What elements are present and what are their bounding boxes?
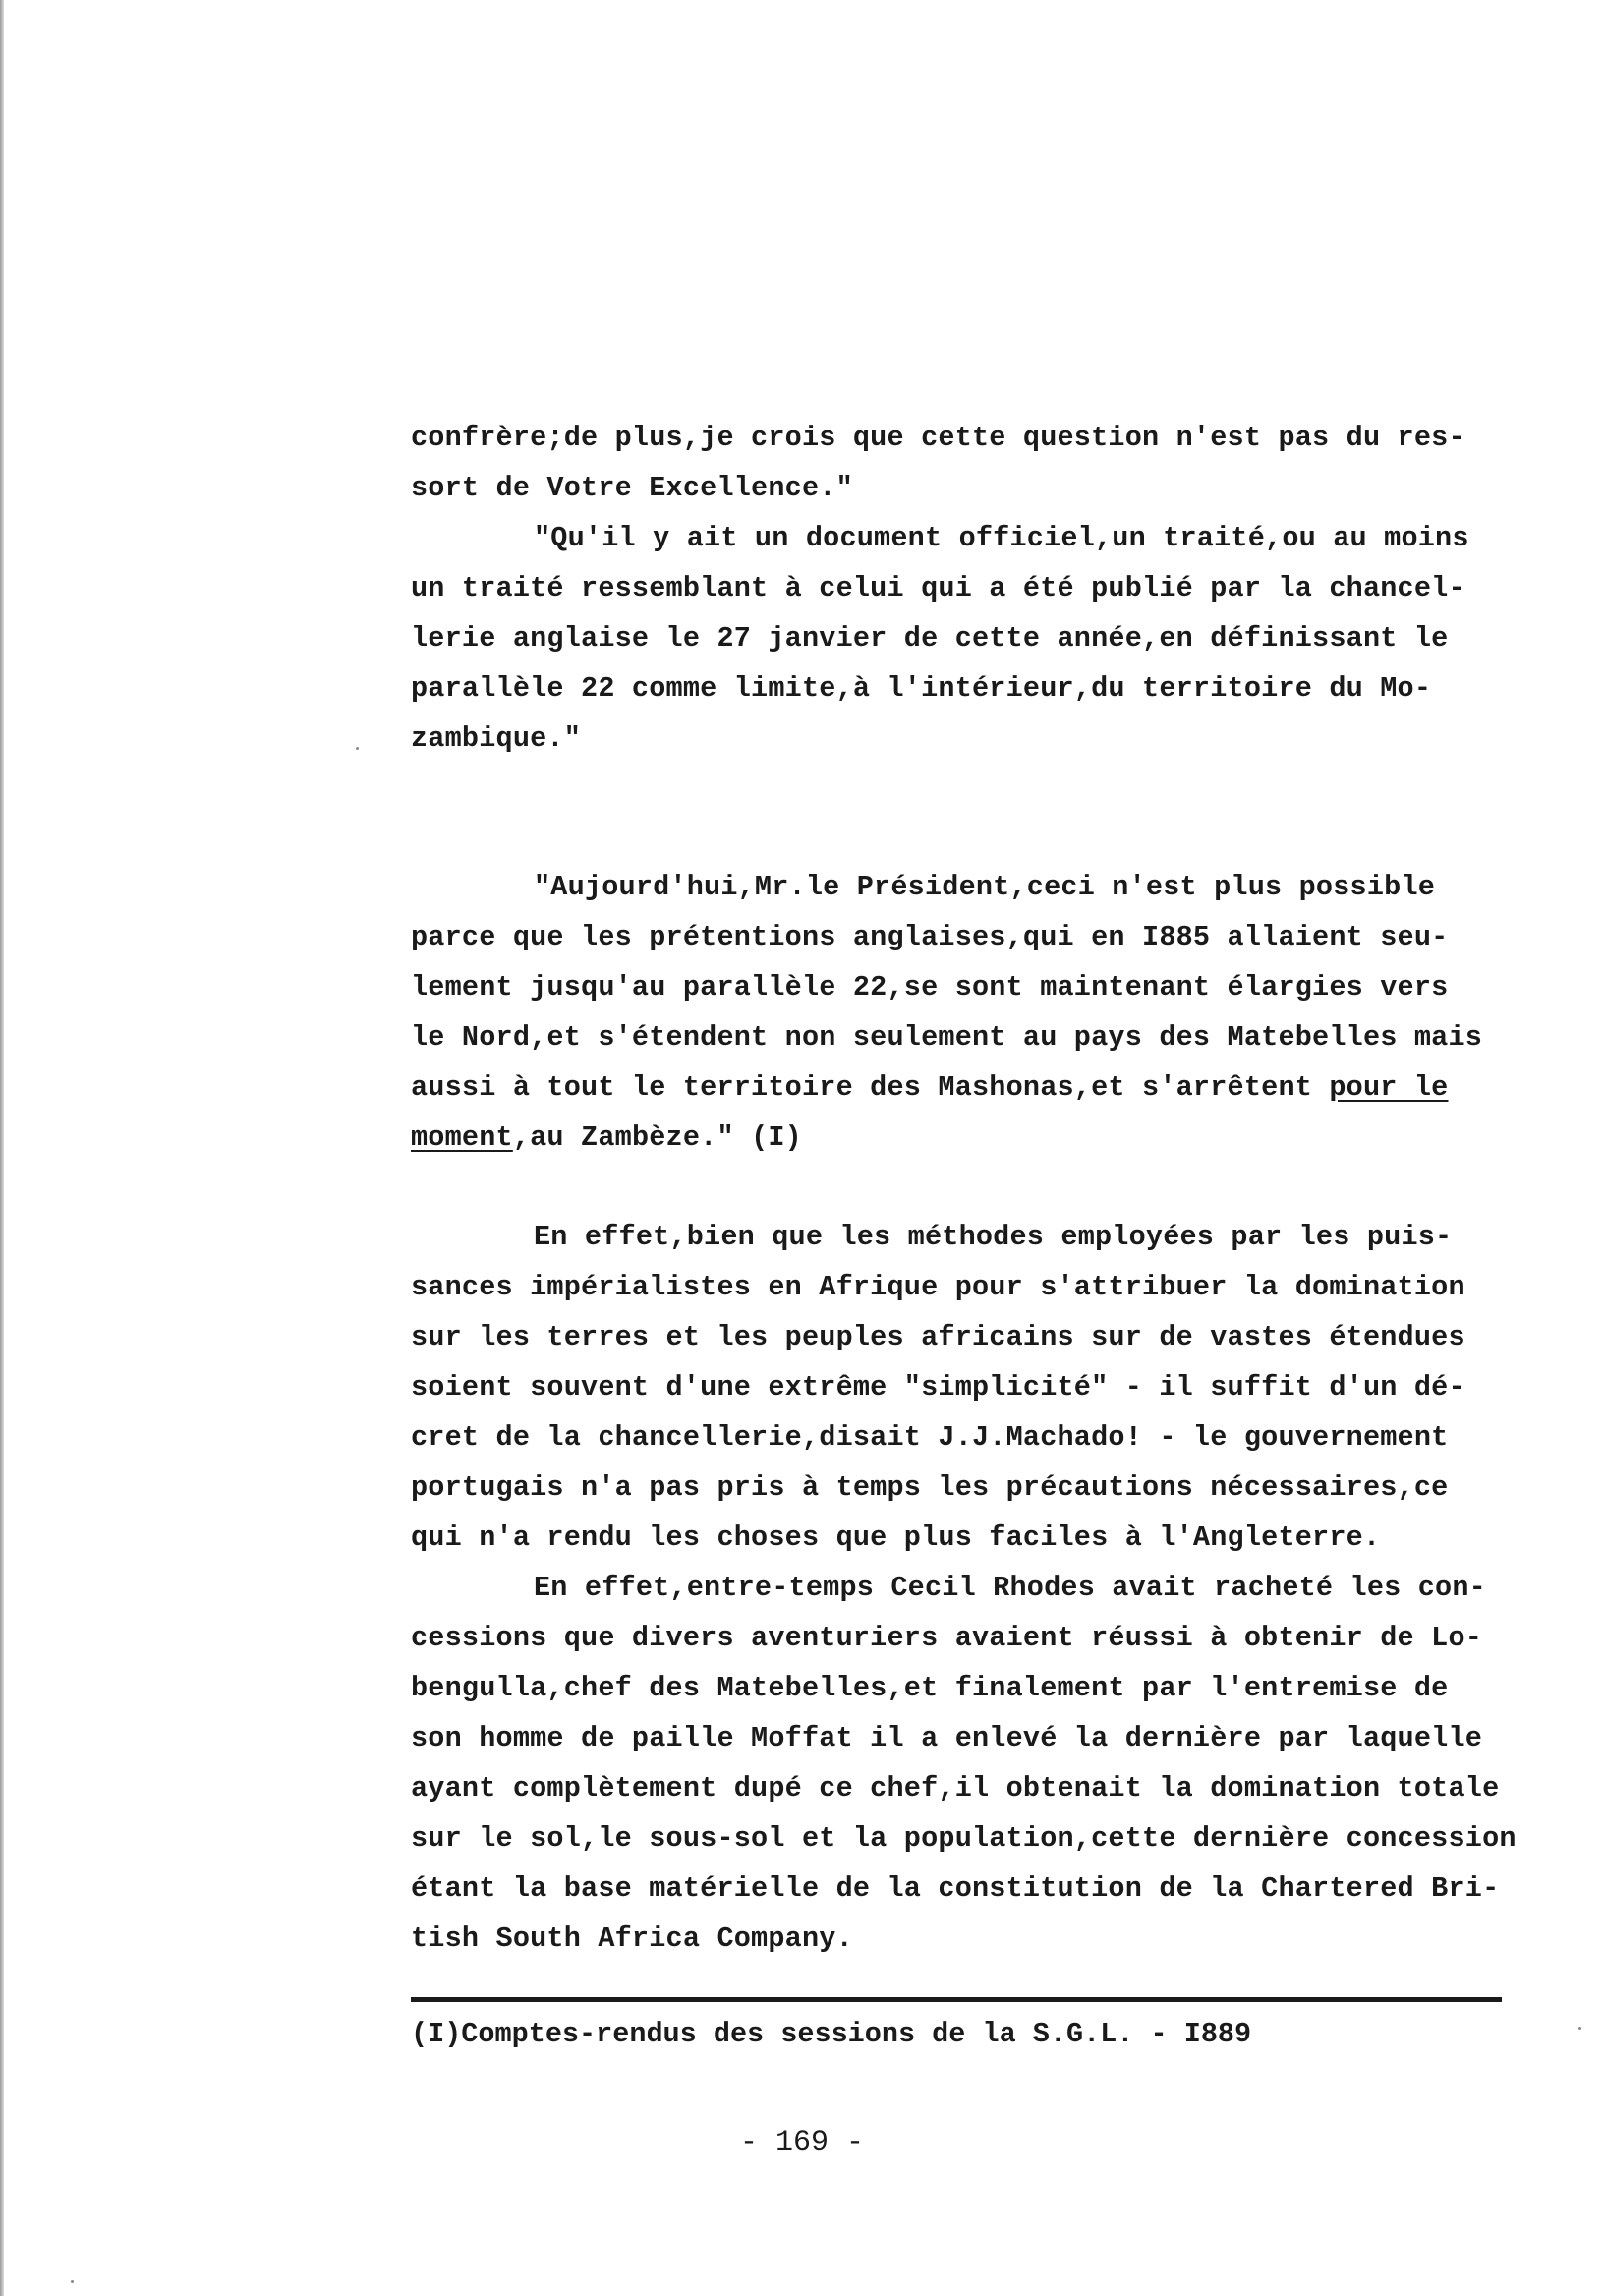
typewritten-page-body — [411, 413, 1541, 1964]
text-line: sur le sol,le sous-sol et la population,cette dernière concession — [411, 1822, 1517, 1855]
underlined-text: pour le — [1329, 1071, 1449, 1104]
text-line: parallèle 22 comme limite,à l'intérieur,du territoire du Mo- — [411, 672, 1432, 705]
scan-edge — [0, 0, 4, 2296]
paragraph-gap — [411, 1163, 1541, 1212]
text-line: sur les terres et les peuples africains sur de vastes étendues — [411, 1321, 1465, 1353]
paragraph-2 — [411, 513, 1541, 764]
scan-speck — [71, 2280, 74, 2283]
text-line: cret de la chancellerie,disait J.J.Machado! - le gouvernement — [411, 1421, 1449, 1454]
paragraph-1 — [411, 413, 1541, 513]
paragraph-4 — [411, 1212, 1541, 1563]
text-line: étant la base matérielle de la constitution de la Chartered Bri- — [411, 1872, 1500, 1905]
text-line: sances impérialistes en Afrique pour s'attribuer la domination — [411, 1271, 1465, 1303]
text-line: "Aujourd'hui,Mr.le Président,ceci n'est plus possible — [534, 871, 1436, 903]
text-segment: aussi à tout le territoire des Mashonas,et s'arrêtent — [411, 1071, 1330, 1104]
text-line: confrère;de plus,je crois que cette question n'est pas du res- — [411, 422, 1465, 454]
paragraph-5 — [411, 1563, 1541, 1964]
text-line: En effet,entre-temps Cecil Rhodes avait racheté les con- — [534, 1572, 1486, 1604]
scan-speck — [1578, 2027, 1581, 2030]
text-line: "Qu'il y ait un document officiel,un traité,ou au moins — [534, 522, 1469, 554]
text-line: bengulla,chef des Matebelles,et finalement par l'entremise de — [411, 1672, 1449, 1704]
text-line — [411, 1062, 1541, 1113]
text-segment: ,au Zambèze." (I) — [512, 1121, 802, 1154]
footnote: (I)Comptes-rendus des sessions de la S.G.L. - I889 — [411, 2018, 1252, 2050]
text-line: qui n'a rendu les choses que plus faciles à l'Angleterre. — [411, 1521, 1381, 1554]
underlined-text: moment — [411, 1121, 513, 1154]
text-line: son homme de paille Moffat il a enlevé la dernière par laquelle — [411, 1722, 1483, 1754]
text-line: parce que les prétentions anglaises,qui en I885 allaient seu- — [411, 921, 1449, 953]
text-line: cessions que divers aventuriers avaient réussi à obtenir de Lo- — [411, 1622, 1483, 1654]
text-line: tish South Africa Company. — [411, 1923, 853, 1955]
text-line: sort de Votre Excellence." — [411, 472, 853, 504]
scan-speck — [356, 747, 359, 750]
text-line: soient souvent d'une extrême "simplicité" - il suffit d'un dé- — [411, 1371, 1465, 1404]
paragraph-gap — [411, 764, 1541, 862]
text-line: le Nord,et s'étendent non seulement au pays des Matebelles mais — [411, 1021, 1483, 1054]
text-line: lement jusqu'au parallèle 22,se sont maintenant élargies vers — [411, 971, 1449, 1004]
text-line: zambique." — [411, 722, 582, 755]
paragraph-3 — [411, 862, 1541, 1163]
text-line: lerie anglaise le 27 janvier de cette année,en définissant le — [411, 622, 1449, 655]
text-line — [411, 1113, 1541, 1163]
page-number: - 169 - — [739, 2126, 865, 2159]
text-line: portugais n'a pas pris à temps les précautions nécessaires,ce — [411, 1471, 1449, 1504]
footnote-separator-rule — [411, 1997, 1502, 2002]
text-line: ayant complètement dupé ce chef,il obtenait la domination totale — [411, 1772, 1500, 1805]
text-line: un traité ressemblant à celui qui a été publié par la chancel- — [411, 572, 1465, 604]
text-line: En effet,bien que les méthodes employées par les puis- — [534, 1221, 1453, 1253]
